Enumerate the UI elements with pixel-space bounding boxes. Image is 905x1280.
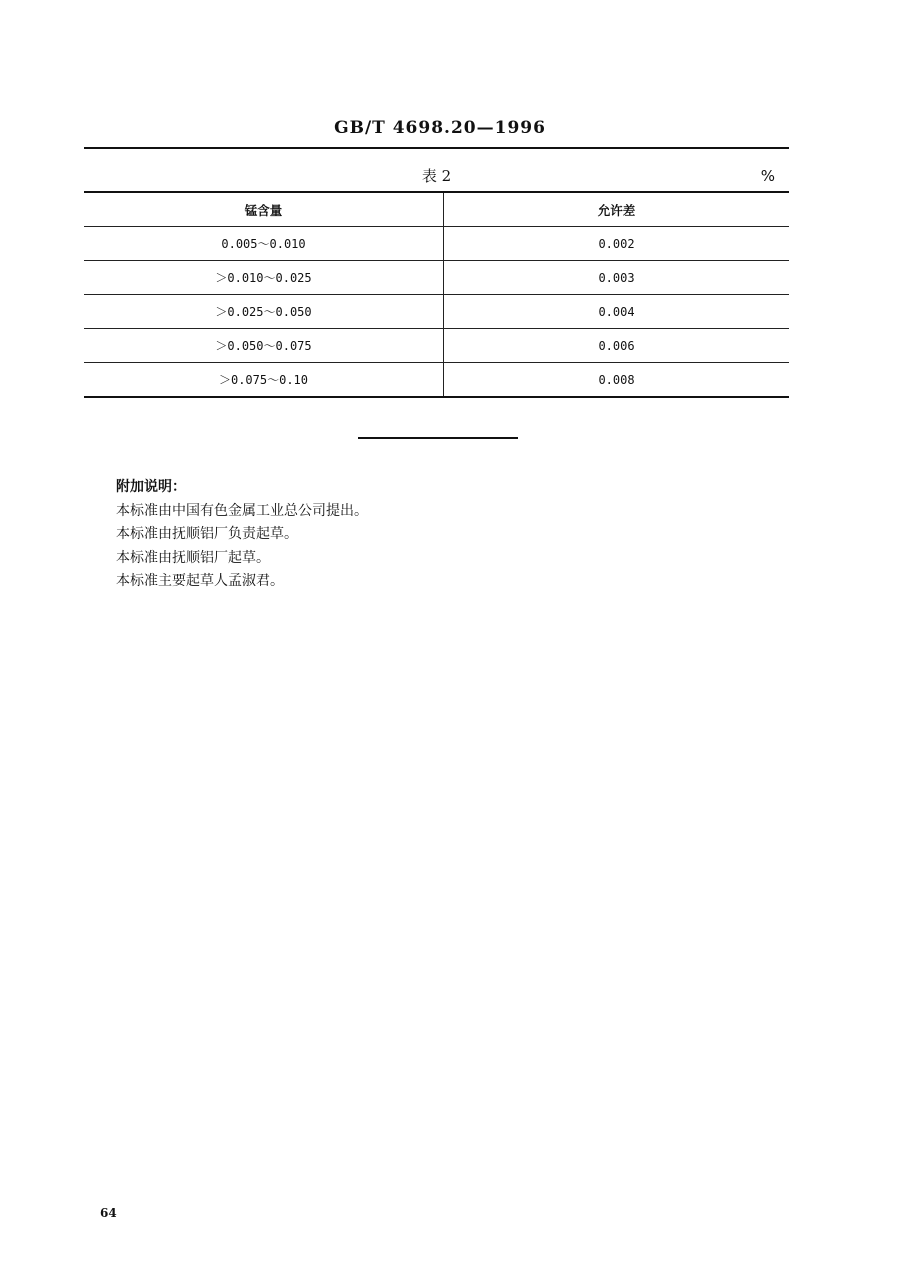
notes-line: 本标准由抚顺铝厂负责起草。 xyxy=(116,526,298,542)
end-of-standard-line xyxy=(358,437,518,439)
table-unit: % xyxy=(760,167,775,185)
page-number: 64 xyxy=(100,1206,117,1220)
table-cell-content: ＞0.050～0.075 xyxy=(84,329,444,363)
table-cell-tolerance: 0.004 xyxy=(444,295,790,329)
table-row xyxy=(84,329,789,363)
table-caption-row xyxy=(84,163,789,191)
tolerance-table xyxy=(84,191,789,398)
table-cell-content: ＞0.025～0.050 xyxy=(84,295,444,329)
table-header-row xyxy=(84,192,789,227)
table-cell-content: ＞0.075～0.10 xyxy=(84,363,444,398)
table-cell-content: 0.005～0.010 xyxy=(84,227,444,261)
notes-line: 本标准由中国有色金属工业总公司提出。 xyxy=(116,502,368,519)
additional-notes xyxy=(116,476,368,594)
column-header-tolerance: 允许差 xyxy=(444,192,790,227)
table-cell-tolerance: 0.006 xyxy=(444,329,790,363)
standard-number-header: GB/T 4698.20—1996 xyxy=(334,118,546,138)
header-rule xyxy=(84,147,789,149)
notes-line: 本标准主要起草人孟淑君。 xyxy=(116,573,284,589)
table-row xyxy=(84,363,789,398)
table-title: 表 2 xyxy=(421,167,452,185)
notes-line: 本标准由抚顺铝厂起草。 xyxy=(116,549,270,566)
table-cell-tolerance: 0.008 xyxy=(444,363,790,398)
column-header-manganese-content: 锰含量 xyxy=(84,192,444,227)
table-row xyxy=(84,227,789,261)
table-row xyxy=(84,261,789,295)
table-cell-tolerance: 0.003 xyxy=(444,261,790,295)
table-cell-content: ＞0.010～0.025 xyxy=(84,261,444,295)
notes-heading: 附加说明： xyxy=(116,479,186,495)
table-cell-tolerance: 0.002 xyxy=(444,227,790,261)
table-row xyxy=(84,295,789,329)
